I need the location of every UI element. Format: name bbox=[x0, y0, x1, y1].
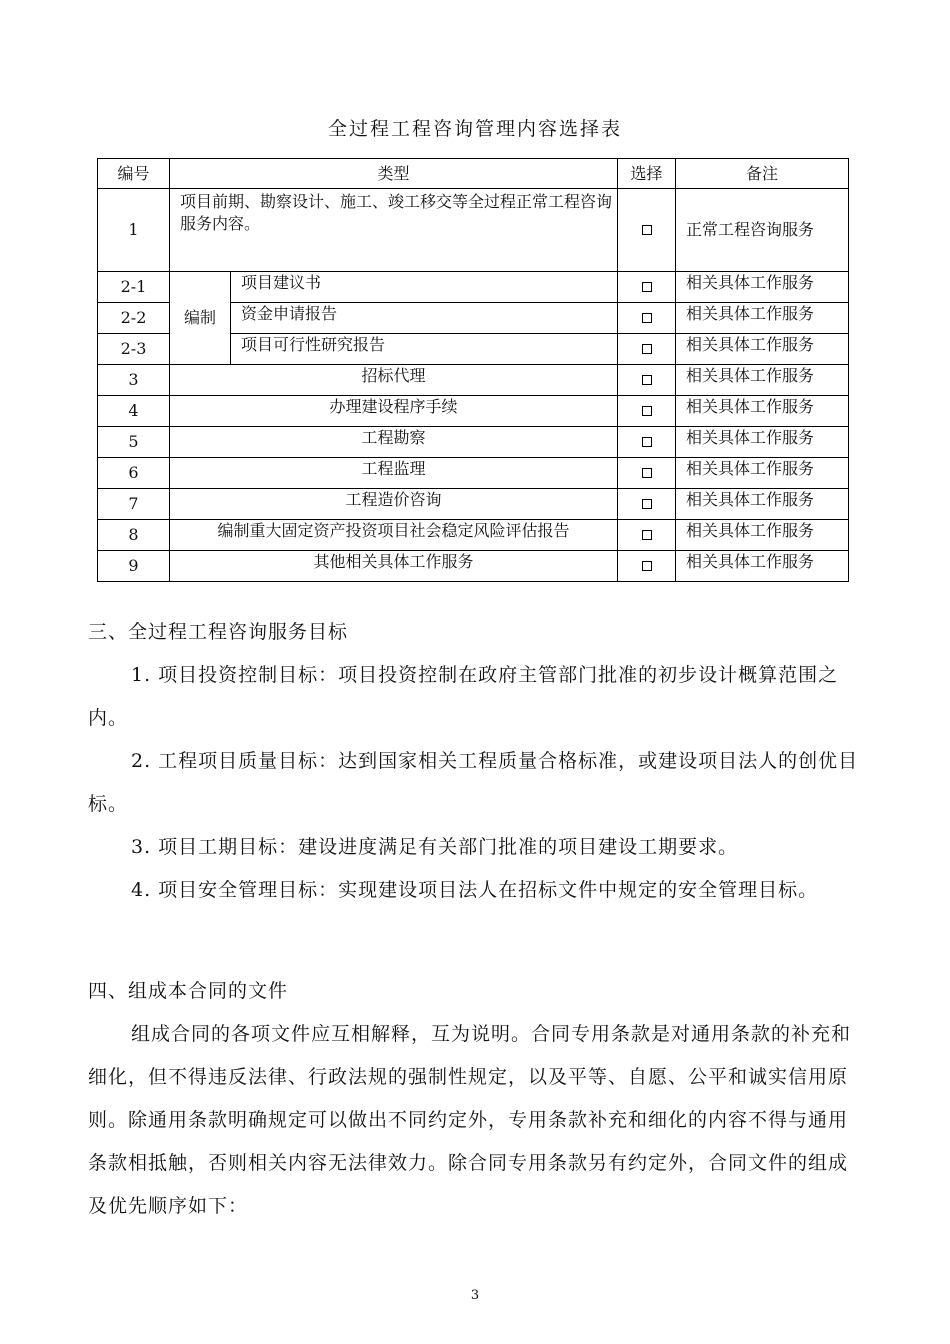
row-number: 6 bbox=[98, 458, 170, 489]
select-checkbox[interactable] bbox=[618, 520, 676, 551]
header-note: 备注 bbox=[676, 159, 849, 189]
select-checkbox[interactable] bbox=[618, 458, 676, 489]
row-type: 其他相关具体工作服务 bbox=[170, 551, 618, 582]
table-row bbox=[98, 272, 849, 303]
select-checkbox[interactable] bbox=[618, 334, 676, 365]
row-note: 相关具体工作服务 bbox=[676, 365, 849, 396]
row-note: 相关具体工作服务 bbox=[676, 489, 849, 520]
table-row bbox=[98, 520, 849, 551]
select-checkbox[interactable] bbox=[618, 551, 676, 582]
row-note: 相关具体工作服务 bbox=[676, 427, 849, 458]
page-title: 全过程工程咨询管理内容选择表 bbox=[327, 118, 622, 140]
table-row bbox=[98, 427, 849, 458]
row-number: 2-1 bbox=[98, 272, 170, 303]
table-row bbox=[98, 551, 849, 582]
row-number: 3 bbox=[98, 365, 170, 396]
table-row bbox=[98, 489, 849, 520]
table-row bbox=[98, 396, 849, 427]
select-checkbox[interactable] bbox=[618, 272, 676, 303]
header-select: 选择 bbox=[618, 159, 676, 189]
row-note: 相关具体工作服务 bbox=[676, 396, 849, 427]
row-type: 编制重大固定资产投资项目社会稳定风险评估报告 bbox=[170, 520, 618, 551]
goal-item: 4. 项目安全管理目标：实现建设项目法人在招标文件中规定的安全管理目标。 bbox=[131, 879, 819, 901]
row-type: 项目前期、勘察设计、施工、竣工移交等全过程正常工程咨询服务内容。 bbox=[170, 189, 618, 272]
row-type: 工程监理 bbox=[170, 458, 618, 489]
row-type: 工程勘察 bbox=[170, 427, 618, 458]
section-body: 组成合同的各项文件应互相解释，互为说明。合同专用条款是对通用条款的补充和细化，但不得违反法律、行政法规的强制性规定，以及平等、自愿、公平和诚实信用原则。除通用条款明确规定可以做出不同约定外，专用条款补充和细化的内容不得与通用条款相抵触，否则相关内容无法律效力。除合同专用条款另有约定外，合同文件的组成及优先顺序如下： bbox=[88, 1023, 852, 1217]
goal-item: 3. 项目工期目标：建设进度满足有关部门批准的项目建设工期要求。 bbox=[131, 836, 739, 858]
goal-item: 2. 工程项目质量目标：达到国家相关工程质量合格标准，或建设项目法人的创优目标。 bbox=[88, 750, 859, 815]
group-label: 编制 bbox=[170, 272, 231, 365]
select-checkbox[interactable] bbox=[618, 189, 676, 272]
table-header-row bbox=[98, 159, 849, 189]
table-row bbox=[98, 189, 849, 272]
page-number: 3 bbox=[470, 1288, 480, 1303]
row-note: 相关具体工作服务 bbox=[676, 458, 849, 489]
goal-item: 1. 项目投资控制目标：项目投资控制在政府主管部门批准的初步设计概算范围之内。 bbox=[88, 664, 839, 729]
select-checkbox[interactable] bbox=[618, 303, 676, 334]
section-heading: 三、全过程工程咨询服务目标 bbox=[88, 621, 349, 643]
row-note: 相关具体工作服务 bbox=[676, 272, 849, 303]
select-checkbox[interactable] bbox=[618, 427, 676, 458]
row-number: 9 bbox=[98, 551, 170, 582]
row-number: 8 bbox=[98, 520, 170, 551]
header-number: 编号 bbox=[98, 159, 170, 189]
row-number: 4 bbox=[98, 396, 170, 427]
row-number: 5 bbox=[98, 427, 170, 458]
row-note: 相关具体工作服务 bbox=[676, 551, 849, 582]
select-checkbox[interactable] bbox=[618, 365, 676, 396]
row-note: 正常工程咨询服务 bbox=[676, 189, 849, 272]
selection-table bbox=[97, 158, 849, 582]
row-type: 项目可行性研究报告 bbox=[231, 334, 618, 365]
row-type: 资金申请报告 bbox=[231, 303, 618, 334]
row-number: 1 bbox=[98, 189, 170, 272]
row-note: 相关具体工作服务 bbox=[676, 520, 849, 551]
section-heading: 四、组成本合同的文件 bbox=[88, 980, 289, 1002]
row-type: 办理建设程序手续 bbox=[170, 396, 618, 427]
row-type: 招标代理 bbox=[170, 365, 618, 396]
row-note: 相关具体工作服务 bbox=[676, 334, 849, 365]
select-checkbox[interactable] bbox=[618, 396, 676, 427]
row-type: 项目建议书 bbox=[231, 272, 618, 303]
row-note: 相关具体工作服务 bbox=[676, 303, 849, 334]
row-number: 2-3 bbox=[98, 334, 170, 365]
table-row bbox=[98, 458, 849, 489]
row-type: 工程造价咨询 bbox=[170, 489, 618, 520]
table-row bbox=[98, 365, 849, 396]
section-3 bbox=[88, 611, 863, 912]
row-number: 2-2 bbox=[98, 303, 170, 334]
header-type: 类型 bbox=[170, 159, 618, 189]
section-4 bbox=[88, 970, 863, 1228]
row-number: 7 bbox=[98, 489, 170, 520]
select-checkbox[interactable] bbox=[618, 489, 676, 520]
